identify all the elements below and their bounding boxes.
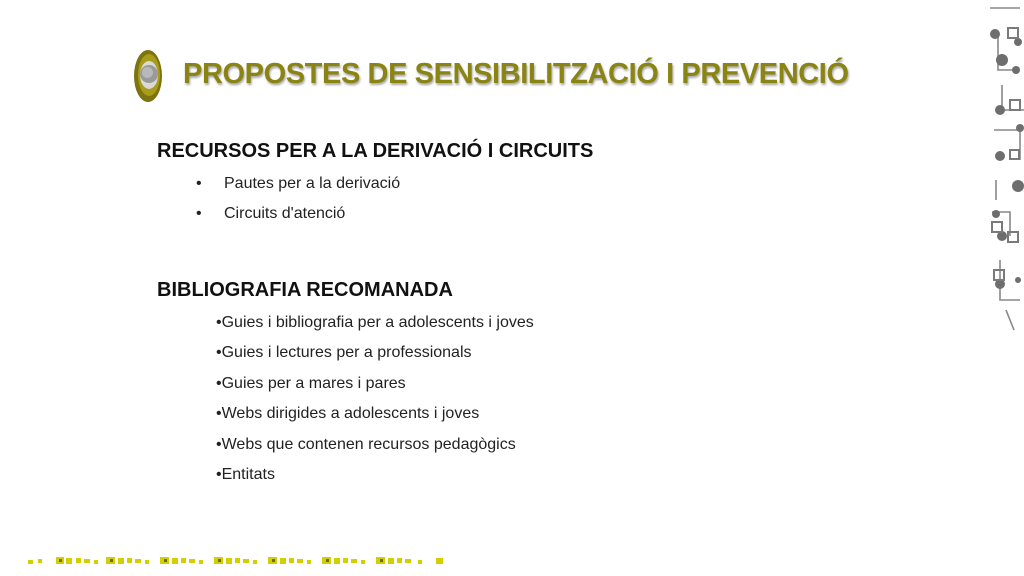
section-heading-recursos: RECURSOS PER A LA DERIVACIÓ I CIRCUITS bbox=[157, 140, 594, 162]
list-item: •Entitats bbox=[216, 465, 275, 483]
ring-logo-icon bbox=[132, 48, 164, 104]
bullet: • bbox=[196, 205, 202, 222]
bibliografia-list bbox=[216, 314, 534, 496]
list-item-text: Pautes per a la derivació bbox=[224, 175, 401, 192]
list-item: •Webs que contenen recursos pedagògics bbox=[216, 435, 516, 453]
recursos-list bbox=[196, 175, 400, 235]
list-item: •Guies i bibliografia per a adolescents i joves bbox=[216, 314, 534, 331]
bullet: • bbox=[196, 175, 202, 192]
list-item: •Guies per a mares i pares bbox=[216, 374, 406, 392]
list-item bbox=[196, 205, 400, 235]
bottom-strip-decoration-icon bbox=[26, 550, 466, 570]
section-heading-bibliografia: BIBLIOGRAFIA RECOMANADA bbox=[157, 279, 453, 301]
list-item-text: Circuits d'atenció bbox=[224, 205, 346, 222]
circuit-decoration-icon bbox=[990, 0, 1024, 400]
list-item: •Webs dirigides a adolescents i joves bbox=[216, 405, 480, 423]
list-item: •Guies i lectures per a professionals bbox=[216, 344, 472, 362]
slide-title: PROPOSTES DE SENSIBILITZACIÓ I PREVENCIÓ bbox=[183, 58, 849, 90]
list-item bbox=[196, 175, 400, 205]
